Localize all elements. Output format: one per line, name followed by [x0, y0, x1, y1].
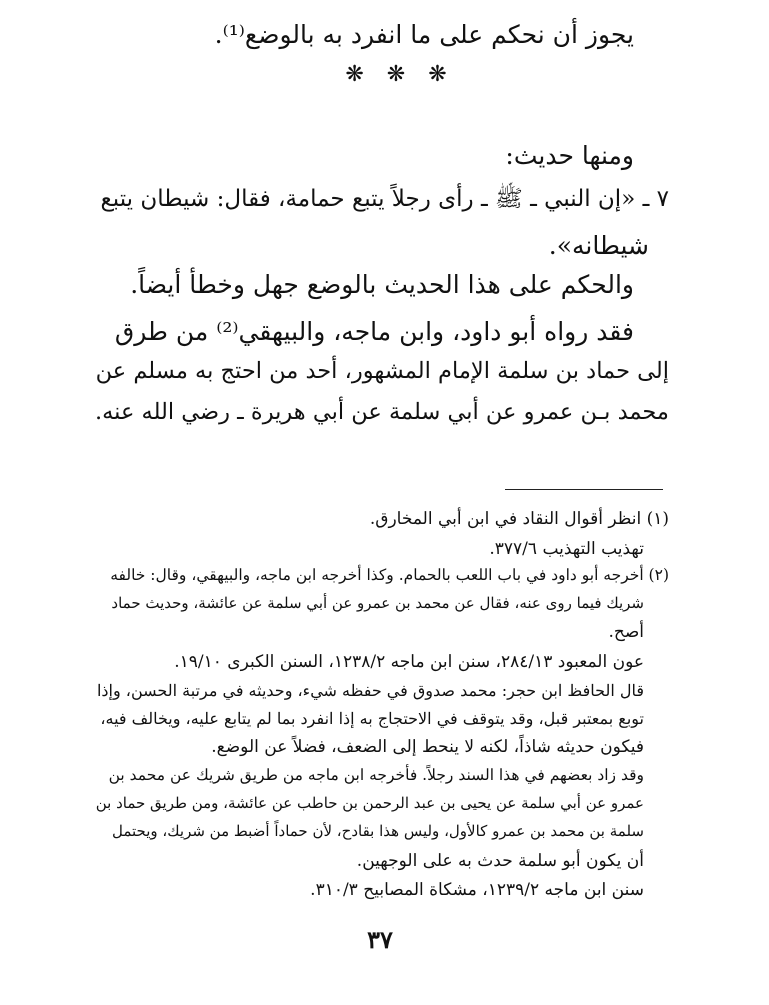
paragraph-line-1: فقد رواه أبو داود، وابن ماجه، والبيهقي⁽²⁾ من طرق	[114, 317, 634, 346]
footnote-line: سلمة بن محمد بن عمرو كالأول، وليس هذا بقادح، لأن حماداً أضبط من شريك، ويحتمل	[111, 822, 644, 840]
footnote-line: قال الحافظ ابن حجر: محمد صدوق في حفظه شيء، وحديثه في مرتبة الحسن، وإذا	[96, 681, 644, 700]
footnote-line: أصح.	[608, 622, 644, 642]
footnote-line: فيكون حديثه شاذاً، لكنه لا ينحط إلى الضعف، فضلاً عن الوضع.	[211, 737, 644, 757]
hadith-line-2: شيطانه».	[548, 231, 649, 260]
paragraph-line-2: إلى حماد بن سلمة الإمام المشهور، أحد من احتج به مسلم عن	[95, 358, 669, 384]
section-separator-stars: ❋ ❋ ❋	[345, 62, 455, 87]
footnote-separator	[505, 489, 663, 490]
footnote-line: سنن ابن ماجه ١٢٣٩/٢، مشكاة المصابيح ٣١٠/٣.	[310, 880, 644, 900]
footnote-line: وقد زاد بعضهم في هذا السند رجلاً. فأخرجه ابن ماجه من طريق شريك عن محمد بن	[108, 766, 644, 784]
judgement-line: والحكم على هذا الحديث بالوضع جهل وخطأ أيضاً.	[130, 270, 634, 299]
footnote-line: تهذيب التهذيب ٣٧٧/٦.	[489, 539, 644, 559]
paragraph-line-3: محمد بـن عمرو عن أبي سلمة عن أبي هريرة ـ رضي الله عنه.	[94, 399, 669, 425]
footnote-line: (٢) أخرجه أبو داود في باب اللعب بالحمام. وكذا أخرجه ابن ماجه، والبيهقي، وقال: خالفه	[110, 566, 669, 584]
footnote-line: توبع بمعتبر قبل، وقد يتوقف في الاحتجاج به إذا انفرد بما لم يتابع عليه، ويخالف فيه،	[100, 709, 644, 728]
page-number: ٣٧	[367, 925, 393, 954]
text-line-1: يجوز أن نحكم على ما انفرد به بالوضع⁽¹⁾.	[214, 20, 634, 49]
hadith-line-1: ٧ ـ «إن النبي ـ ﷺ ـ رأى رجلاً يتبع حمامة، فقال: شيطان يتبع	[100, 186, 669, 212]
footnote-line: أن يكون أبو سلمة حدث به على الوجهين.	[356, 851, 644, 871]
footnote-line: عمرو عن أبي سلمة عن يحيى بن عبد الرحمن بن حاطب عن عائشة، ومن طريق حماد بن	[95, 794, 644, 812]
footnote-line: شريك فيما روى عنه، فقال عن محمد بن عمرو عن أبي سلمة عن عائشة، وحديث حماد	[111, 594, 644, 612]
footnote-line: عون المعبود ٢٨٤/١٣، سنن ابن ماجه ١٢٣٨/٢، السنن الكبرى ١٩/١٠.	[174, 652, 644, 672]
footnote-line: (١) انظر أقوال النقاد في ابن أبي المخارق.	[369, 509, 669, 529]
intro-line: ومنها حديث:	[505, 141, 634, 170]
